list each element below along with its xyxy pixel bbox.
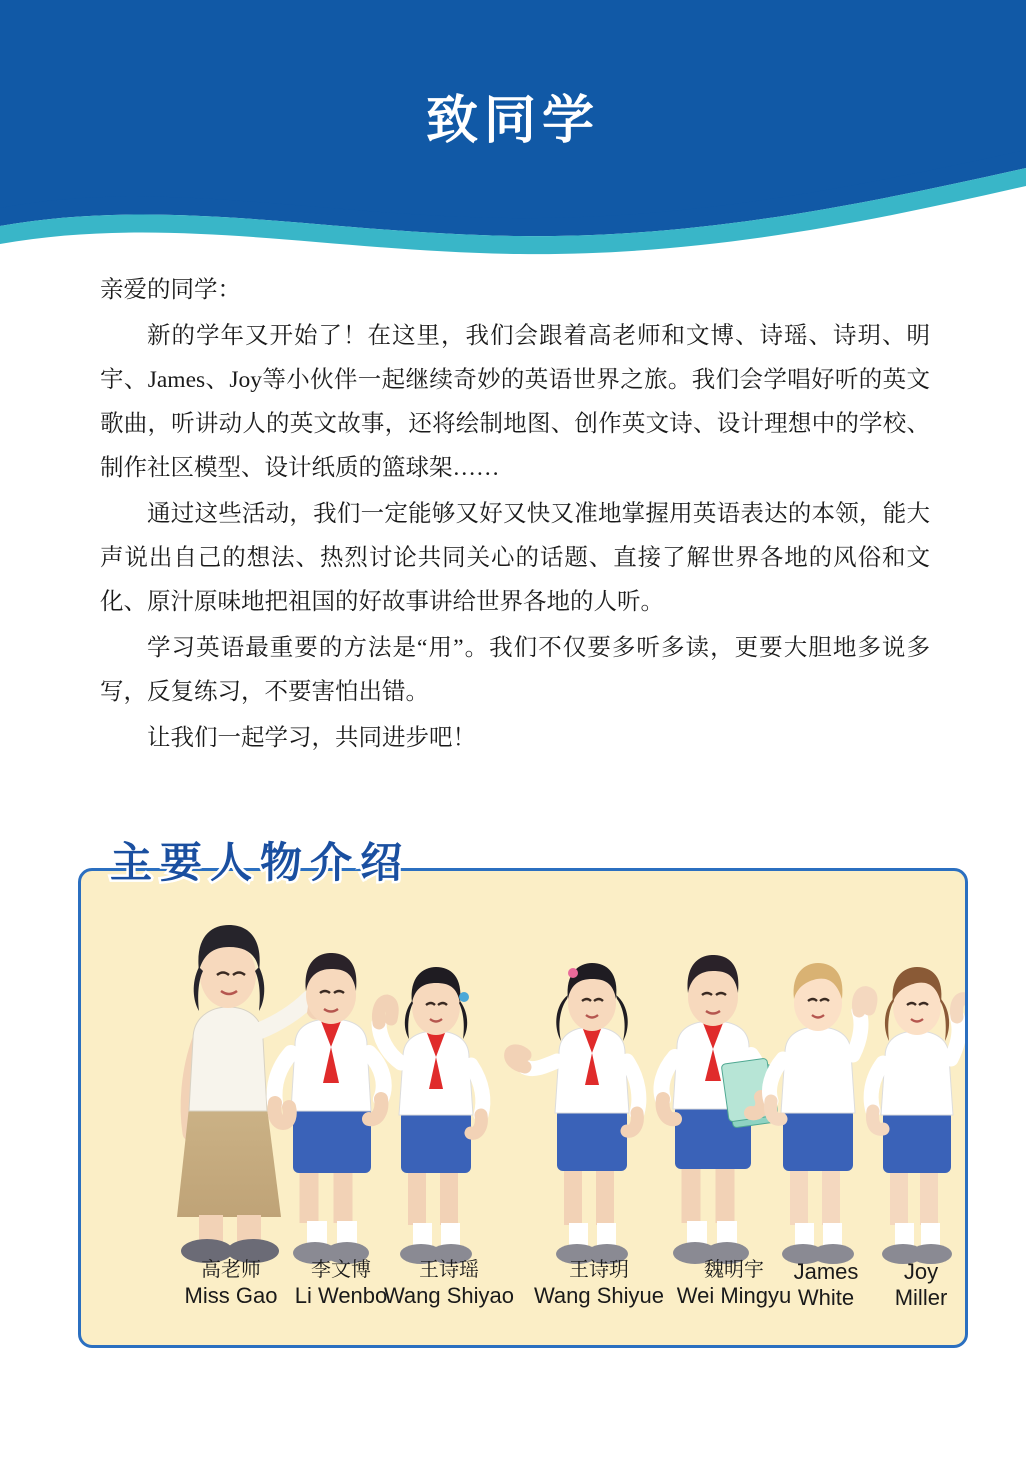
title-char-2: 要 — [160, 839, 207, 886]
title-char-5: 介 — [310, 839, 357, 886]
title-char-3: 人 — [210, 839, 257, 886]
letter-paragraph-1: 新的学年又开始了！在这里，我们会跟着高老师和文博、诗瑶、诗玥、明宇、James、Joy等小伙伴一起继续奇妙的英语世界之旅。我们会学唱好听的英文歌曲，听讲动人的英文故事，还将绘制地图、创作英文诗、设计理想中的学校、制作社区模型、设计纸质的篮球架…… — [100, 323, 930, 481]
character-name-en: Wang Shiyao — [383, 1283, 515, 1308]
character-name-en: Miss Gao — [184, 1283, 278, 1308]
characters-section — [78, 830, 968, 1348]
characters-section-title — [108, 830, 408, 890]
character-name-line1: Joy — [903, 1259, 939, 1284]
letter-body — [100, 268, 930, 762]
figure-wang-shiyue — [511, 963, 639, 1264]
character-name-cn: 李文博 — [311, 1259, 371, 1281]
character-name-line2: Miller — [894, 1285, 948, 1310]
character-name-cn: 魏明宇 — [704, 1259, 764, 1281]
title-char-1: 主 — [110, 839, 157, 886]
character-name-cn: 王诗玥 — [569, 1259, 629, 1281]
character-name-list — [81, 1257, 968, 1333]
letter-paragraph-4: 让我们一起学习，共同进步吧！ — [147, 725, 476, 751]
character-name-line1: James — [793, 1259, 859, 1284]
letter-paragraph-2: 通过这些活动，我们一定能够又好又快又准地掌握用英语表达的本领，能大声说出自己的想法、热烈讨论共同关心的话题、直接了解世界各地的风俗和文化、原汁原味地把祖国的好故事讲给世界各地的人听。 — [100, 501, 930, 615]
figure-li-wenbo — [274, 953, 383, 1264]
characters-illustration — [81, 871, 965, 1271]
figure-joy-miller — [871, 967, 965, 1264]
page-header — [0, 0, 1026, 260]
character-name-en: Wei Mingyu — [676, 1283, 792, 1308]
title-char-4: 物 — [260, 839, 307, 886]
figure-james-white — [770, 963, 872, 1264]
character-name-cn: 高老师 — [201, 1259, 261, 1281]
characters-artwork — [81, 871, 965, 1271]
title-char-6: 绍 — [360, 839, 407, 886]
letter-paragraph-3: 学习英语最重要的方法是“用”。我们不仅要多听多读，更要大胆地多说多写，反复练习，不要害怕出错。 — [100, 635, 930, 705]
character-name-line2: White — [797, 1285, 855, 1310]
characters-card — [78, 868, 968, 1348]
character-name-cn: 王诗瑶 — [419, 1259, 479, 1281]
character-name-joy-miller — [851, 1259, 968, 1311]
character-name-en: Li Wenbo — [294, 1283, 388, 1308]
character-name-en: Wang Shiyue — [533, 1283, 665, 1308]
page-title: 致同学 — [425, 92, 600, 150]
figure-wei-mingyu — [662, 955, 779, 1264]
figure-wang-shiyao — [378, 967, 482, 1264]
letter-salutation: 亲爱的同学： — [100, 277, 241, 303]
